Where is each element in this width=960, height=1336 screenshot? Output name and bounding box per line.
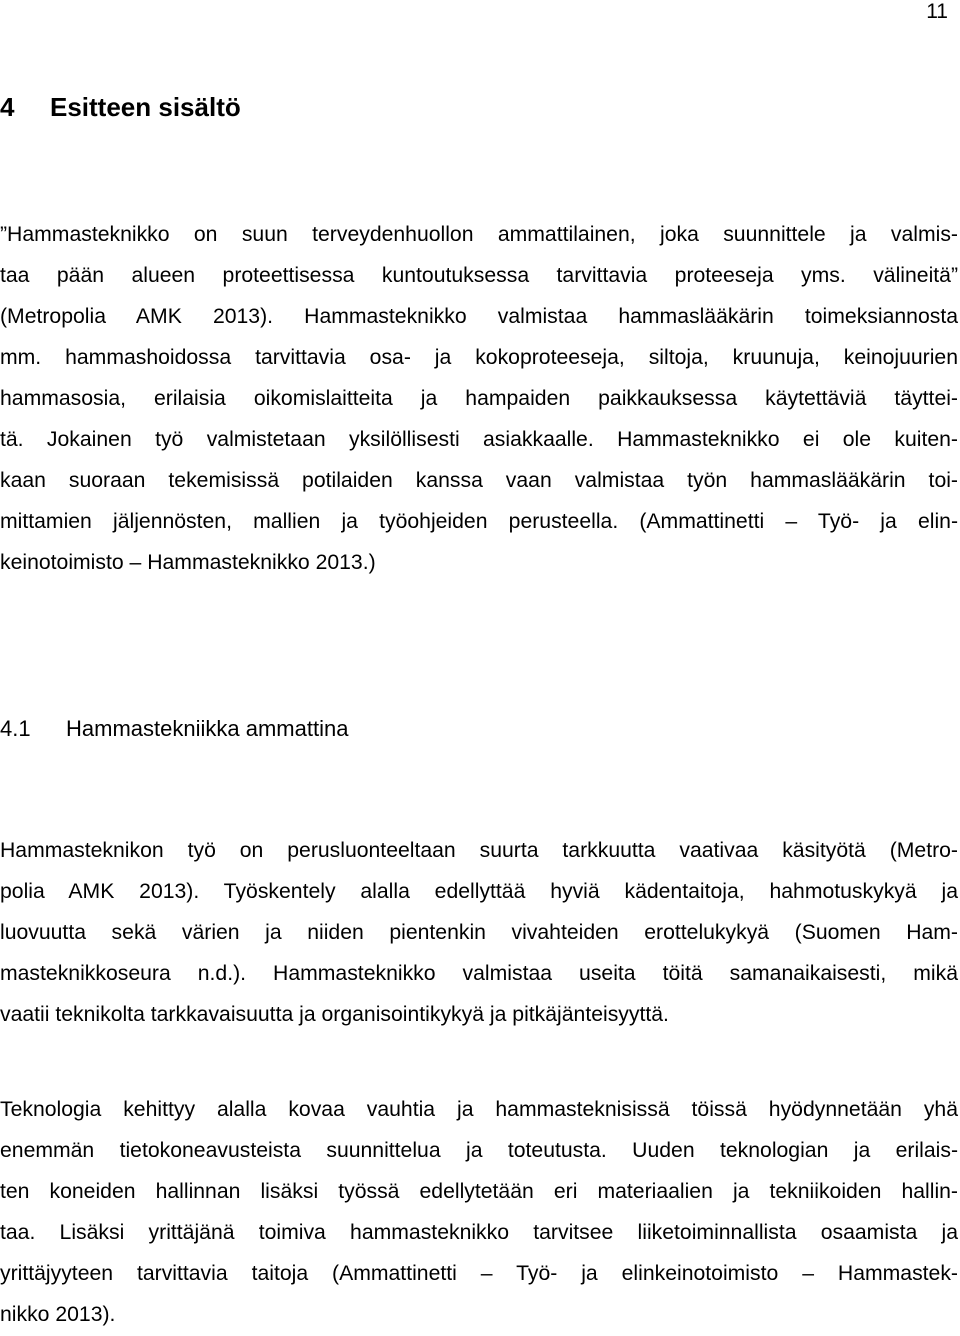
section-4-number: 4 xyxy=(0,92,15,122)
section-4-paragraph xyxy=(0,214,958,583)
paragraph-line: luovuutta sekä värien ja niiden pientenkin vivahteiden erottelukykyä (Suomen Ham- xyxy=(0,921,958,944)
section-4-1-heading xyxy=(0,714,348,744)
page-number: 11 xyxy=(926,0,948,23)
section-4-title: Esitteen sisältö xyxy=(50,92,241,122)
paragraph-line: polia AMK 2013). Työskentely alalla edellyttää hyviä kädentaitoja, hahmotuskykyä ja xyxy=(0,880,958,903)
paragraph-line: kaan suoraan tekemisissä potilaiden kanssa vaan valmistaa työn hammaslääkärin toi- xyxy=(0,469,958,492)
paragraph-line: ten koneiden hallinnan lisäksi työssä edellytetään eri materiaalien ja tekniikoiden hallin- xyxy=(0,1180,958,1203)
section-4-1-paragraph-2 xyxy=(0,1089,958,1335)
paragraph-line: taa. Lisäksi yrittäjänä toimiva hammasteknikko tarvitsee liiketoiminnallista osaamista ja xyxy=(0,1221,958,1244)
paragraph-line: ”Hammasteknikko on suun terveydenhuollon ammattilainen, joka suunnittele ja valmis- xyxy=(0,223,958,246)
section-4-1-title: Hammastekniikka ammattina xyxy=(66,716,349,741)
section-4-1-number: 4.1 xyxy=(0,716,31,741)
paragraph-line: mittamien jäljennösten, mallien ja työohjeiden perusteella. (Ammattinetti – Työ- ja elin- xyxy=(0,510,958,533)
section-4-heading xyxy=(0,90,241,124)
paragraph-line: (Metropolia AMK 2013). Hammasteknikko valmistaa hammaslääkärin toimeksiannosta xyxy=(0,305,958,328)
paragraph-line: yrittäjyyteen tarvittavia taitoja (Ammattinetti – Työ- ja elinkeinotoimisto – Hammastek- xyxy=(0,1262,958,1285)
paragraph-line: masteknikkoseura n.d.). Hammasteknikko valmistaa useita töitä samanaikaisesti, mikä xyxy=(0,962,958,985)
paragraph-line: vaatii teknikolta tarkkavaisuutta ja organisointikykyä ja pitkäjänteisyyttä. xyxy=(0,1003,669,1026)
paragraph-line: enemmän tietokoneavusteista suunnittelua ja toteutusta. Uuden teknologian ja erilais- xyxy=(0,1139,958,1162)
paragraph-line: Hammasteknikon työ on perusluonteeltaan suurta tarkkuutta vaativaa käsityötä (Metro- xyxy=(0,839,958,862)
paragraph-line: nikko 2013). xyxy=(0,1303,116,1326)
paragraph-line: Teknologia kehittyy alalla kovaa vauhtia ja hammasteknisissä töissä hyödynnetään yhä xyxy=(0,1098,958,1121)
paragraph-line: tä. Jokainen työ valmistetaan yksilöllisesti asiakkaalle. Hammasteknikko ei ole kuiten- xyxy=(0,428,958,451)
section-4-1-paragraph-1 xyxy=(0,830,958,1035)
paragraph-line: hammasosia, erilaisia oikomislaitteita ja hampaiden paikkauksessa käytettäviä täyttei- xyxy=(0,387,958,410)
paragraph-line: taa pään alueen proteettisessa kuntoutuksessa tarvittavia proteeseja yms. välineitä” xyxy=(0,264,958,287)
paragraph-line: keinotoimisto – Hammasteknikko 2013.) xyxy=(0,551,376,574)
paragraph-line: mm. hammashoidossa tarvittavia osa- ja kokoproteeseja, siltoja, kruunuja, keinojuurien xyxy=(0,346,958,369)
